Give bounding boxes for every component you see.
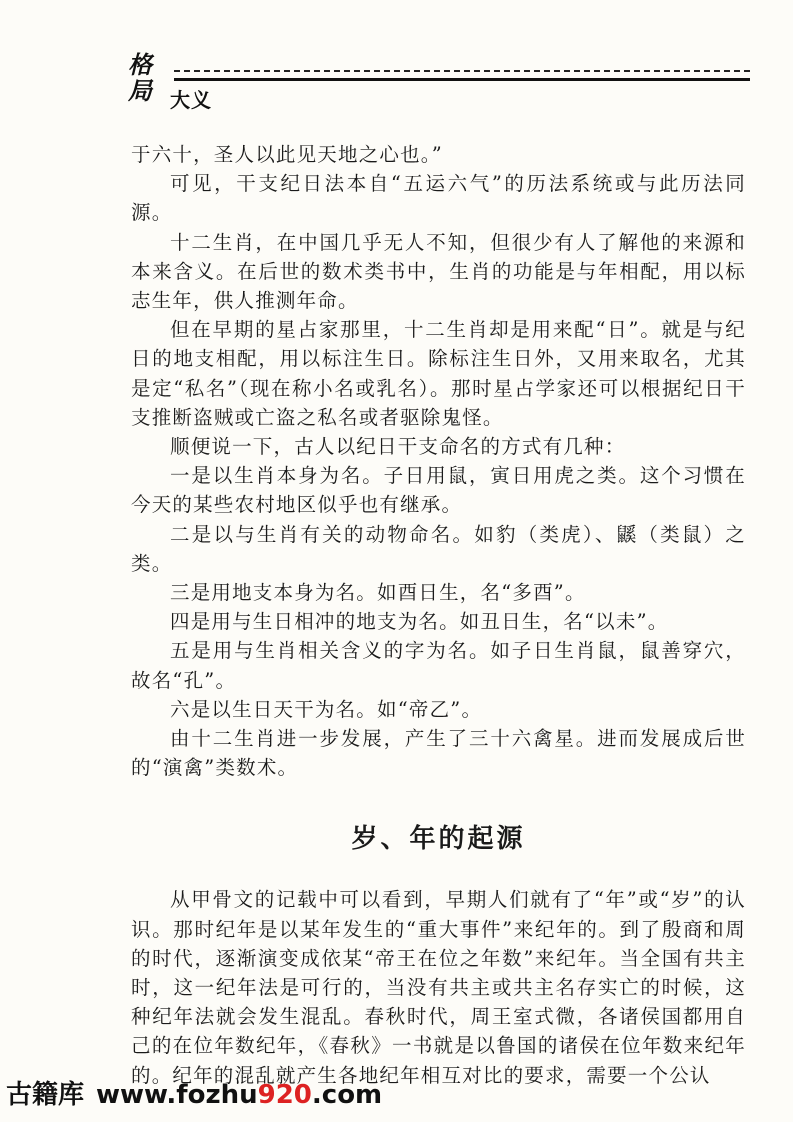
logo-char-1: 格: [128, 50, 152, 79]
paragraph: 但在早期的星占家那里，十二生肖却是用来配“日”。就是与纪日的地支相配，用以标注生日。除标注生日外，又用来取名，尤其是定“私名”（现在称小名或乳名）。那时星占学家还可以根据纪日干支推断盗贼或亡盗之私名或者驱除鬼怪。: [131, 318, 746, 429]
paragraph: 四是用与生日相冲的地支为名。如丑日生，名“以未”。: [170, 610, 669, 634]
url-suffix: .com: [311, 1080, 383, 1110]
paragraph: 于六十，圣人以此见天地之心也。”: [131, 143, 443, 166]
section-title: 岁、年的起源: [351, 824, 526, 855]
header-logo: [128, 52, 164, 104]
paragraphs-before: [131, 140, 746, 782]
logo-char-2: 局: [128, 76, 152, 105]
header-subtitle: 大义: [170, 88, 212, 112]
site-url: [96, 1080, 382, 1110]
paragraph: 五是用与生肖相关含义的字为名。如子日生肖鼠，鼠善穿穴，故名“孔”。: [131, 639, 746, 692]
page-header: [128, 52, 750, 114]
paragraph: 顺便说一下，古人以纪日干支命名的方式有几种：: [170, 435, 626, 459]
paragraph: 六是以生日天干为名。如“帝乙”。: [170, 697, 483, 721]
url-prefix: www.fozhu: [96, 1080, 258, 1110]
paragraphs-after: [131, 885, 746, 1089]
site-name: 古籍库: [6, 1080, 85, 1110]
page-body: [131, 140, 746, 1090]
paragraph: 十二生肖，在中国几乎无人不知，但很少有人了解他的来源和本来含义。在后世的数术类书中，生肖的功能是与年相配，用以标志生年，供人推测年命。: [131, 230, 746, 313]
header-dashed-rule: [174, 70, 750, 72]
paragraph: 从甲骨文的记载中可以看到，早期人们就有了“年”或“岁”的认识。那时纪年是以某年发生的“重大事件”来纪年的。到了殷商和周的时代，逐渐演变成依某“帝王在位之年数”来纪年。当全国有共主时，这一纪年法是可行的，当没有共主或共主名存实亡的时候，这种纪年法就会发生混乱。春秋时代，周王室式微，各诸侯国都用自己的在位年数纪年，《春秋》一书就是以鲁国的诸侯在位年数来纪年的。纪年的混乱就产生各地纪年相互对比的要求，需要一个公认: [131, 888, 746, 1087]
paragraph: 一是以生肖本身为名。子日用鼠，寅日用虎之类。这个习惯在今天的某些农村地区似乎也有继承。: [131, 464, 746, 517]
paragraph: 可见，干支纪日法本自“五运六气”的历法系统或与此历法同源。: [131, 172, 746, 225]
header-solid-rule: [174, 78, 750, 81]
paragraph: 由十二生肖进一步发展，产生了三十六禽星。进而发展成后世的“演禽”类数术。: [131, 727, 746, 780]
watermark-footer: [6, 1074, 382, 1114]
paragraph: 二是以与生肖有关的动物命名。如豹（类虎）、鼷（类鼠）之类。: [131, 522, 746, 575]
paragraph: 三是用地支本身为名。如酉日生，名“多酉”。: [170, 581, 586, 605]
url-number: 920: [257, 1080, 312, 1110]
